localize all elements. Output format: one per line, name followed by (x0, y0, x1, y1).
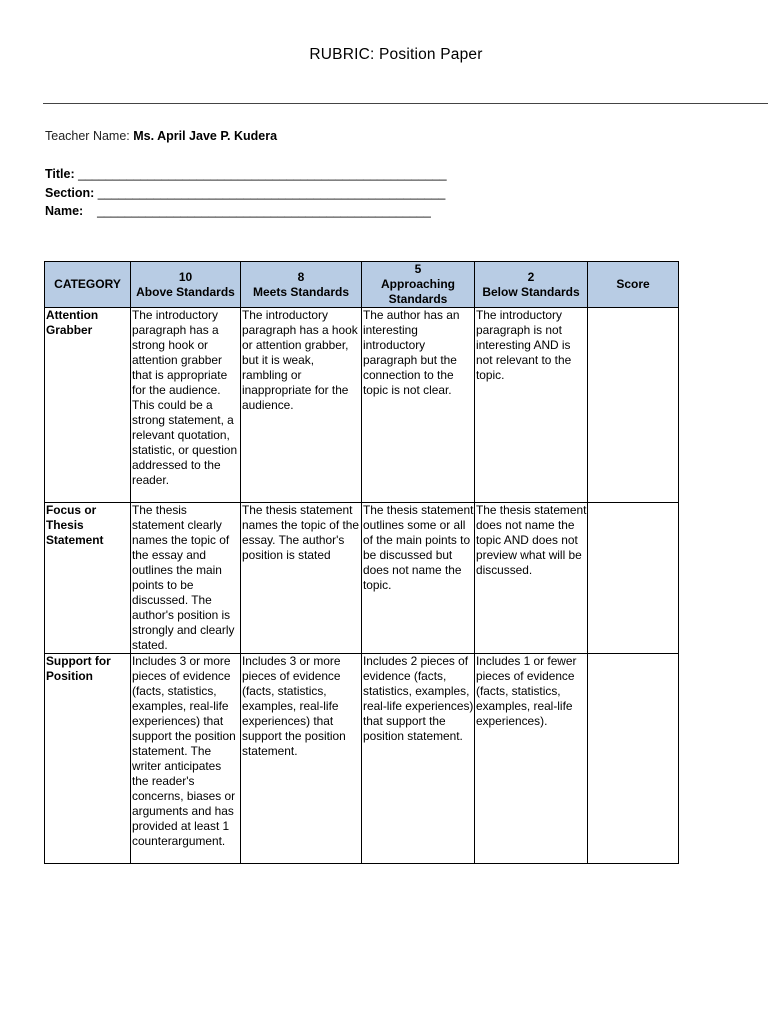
criteria-cell: The thesis statement names the topic of the essay. The author's position is stated (241, 503, 362, 654)
criteria-cell: The author has an interesting introductory paragraph but the connection to the topic is not clear. (362, 308, 475, 503)
criteria-cell: The introductory paragraph has a hook or attention grabber, but it is weak, rambling or inappropriate for the audience. (241, 308, 362, 503)
title-field (45, 167, 447, 181)
section-field-label: Section: (45, 186, 95, 200)
score-cell[interactable] (588, 654, 679, 864)
category-cell: Attention Grabber (45, 308, 131, 503)
header-below-standards: 2 Below Standards (475, 262, 588, 308)
header-points: 2 (527, 269, 535, 284)
table-row (45, 503, 679, 654)
score-cell[interactable] (588, 308, 679, 503)
criteria-cell: Includes 3 or more pieces of evidence (facts, statistics, examples, real-life experiences) that support the position statement. (241, 654, 362, 864)
criteria-cell: The introductory paragraph has a strong hook or attention grabber that is appropriate for the audience. This could be a strong statement, a relevant quotation, statistic, or question addressed to the reader. (131, 308, 241, 503)
criteria-cell: Includes 1 or fewer pieces of evidence (facts, statistics, examples, real-life experiences). (475, 654, 588, 864)
criteria-cell: Includes 2 pieces of evidence (facts, statistics, examples, real-life experiences) that support the position statement. (362, 654, 475, 864)
header-approaching-standards: 5 Approaching Standards (362, 262, 475, 308)
table-row (45, 308, 679, 503)
header-points: 8 (297, 269, 305, 284)
teacher-name-line (45, 129, 277, 143)
header-divider (43, 103, 768, 104)
name-field-line: ________________________________________________ (83, 204, 431, 218)
header-meets-standards: 8 Meets Standards (241, 262, 362, 308)
name-field-label: Name: (45, 204, 84, 218)
teacher-name-value: Ms. April Jave P. Kudera (133, 129, 278, 143)
header-points: 5 (414, 262, 422, 276)
title-field-label: Title: (45, 167, 75, 181)
criteria-cell: The thesis statement clearly names the topic of the essay and outlines the main points to be discussed. The author's position is strongly and clearly stated. (131, 503, 241, 654)
header-score: Score (588, 262, 679, 308)
header-category: CATEGORY (45, 262, 131, 308)
table-row (45, 654, 679, 864)
criteria-cell: The thesis statement outlines some or all of the main points to be discussed but does not name the topic. (362, 503, 475, 654)
section-field (45, 186, 445, 200)
table-header-row (45, 262, 679, 308)
teacher-name-label: Teacher Name: (45, 129, 130, 143)
criteria-cell: Includes 3 or more pieces of evidence (facts, statistics, examples, real-life experiences) that support the position statement. The writer anticipates the reader's concerns, biases or arguments and has provided at least 1 counterargument. (131, 654, 241, 864)
criteria-cell: The introductory paragraph is not interesting AND is not relevant to the topic. (475, 308, 588, 503)
page-title: RUBRIC: Position Paper (309, 46, 483, 63)
title-field-line: _____________________________________________________ (74, 167, 447, 181)
header-above-standards: 10 Above Standards (131, 262, 241, 308)
rubric-table (44, 261, 679, 864)
score-cell[interactable] (588, 503, 679, 654)
category-cell: Focus or Thesis Statement (45, 503, 131, 654)
header-points: 10 (178, 269, 193, 284)
category-cell: Support for Position (45, 654, 131, 864)
name-field (45, 204, 431, 218)
criteria-cell: The thesis statement does not name the topic AND does not preview what will be discussed. (475, 503, 588, 654)
section-field-line: __________________________________________________ (94, 186, 446, 200)
